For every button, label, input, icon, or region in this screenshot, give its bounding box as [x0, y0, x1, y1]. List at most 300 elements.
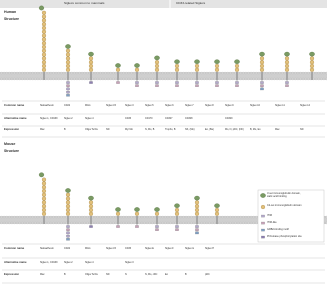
- mouse-lipid-head: [37, 222, 39, 224]
- mouse-lipid-head: [206, 216, 208, 218]
- human-lipid-head: [123, 72, 125, 74]
- human-siglec-10-vset-domain: [259, 52, 264, 56]
- human-siglec-10-itim-like-motif: [260, 85, 263, 87]
- human-lipid-head: [13, 72, 15, 74]
- mouse-lipid-head: [253, 216, 255, 218]
- human-lipid-head: [312, 78, 314, 80]
- mouse-expr-3: ND: [106, 273, 110, 276]
- mouse-lipid-head: [242, 222, 244, 224]
- human-siglec-10-transmembrane: [261, 72, 262, 80]
- mouse-common-4: CD33: [125, 247, 132, 250]
- human-siglec-14-transmembrane: [311, 72, 312, 80]
- human-lipid-head: [50, 72, 52, 74]
- human-lipid-head: [203, 72, 205, 74]
- human-lipid-head: [154, 72, 156, 74]
- mouse-lipid-head: [91, 216, 93, 218]
- human-siglec-10-c2set-domain: [260, 60, 264, 64]
- human-lipid-head: [125, 78, 127, 80]
- mouse-lipid-head: [102, 216, 104, 218]
- mouse-lipid-head: [185, 222, 187, 224]
- legend-itim-like-icon: [261, 222, 264, 224]
- mouse-lipid-head: [128, 222, 130, 224]
- mouse-lipid-head: [26, 222, 28, 224]
- mouse-lipid-head: [112, 216, 114, 218]
- mouse-lipid-head: [125, 222, 127, 224]
- mouse-lipid-head: [133, 222, 135, 224]
- mouse-lipid-head: [8, 222, 10, 224]
- human-lipid-head: [16, 78, 18, 80]
- mouse-lipid-head: [229, 216, 231, 218]
- human-lipid-head: [99, 72, 101, 74]
- mouse-common-6: Siglec-F: [165, 247, 174, 250]
- mouse-lipid-head: [0, 222, 2, 224]
- human-lipid-head: [130, 78, 132, 80]
- mouse-lipid-head: [180, 222, 182, 224]
- mouse-lipid-head: [71, 222, 73, 224]
- mouse-lipid-head: [120, 216, 122, 218]
- mouse-lipid-head: [39, 216, 41, 218]
- mouse-lipid-head: [221, 216, 223, 218]
- human-sialoadhesin-c2set-domain: [42, 34, 46, 38]
- mouse-lipid-head: [8, 216, 10, 218]
- human-siglec-8-vset-domain: [214, 60, 219, 64]
- mouse-siglec-g-vset-domain: [194, 196, 199, 200]
- human-lipid-head: [143, 78, 145, 80]
- mouse-sialoadhesin-c2set-domain: [42, 193, 46, 197]
- mouse-lipid-head: [47, 216, 49, 218]
- mouse-sialoadhesin-c2set-domain: [42, 204, 46, 208]
- human-siglec-7-c2set-domain: [195, 64, 199, 68]
- human-lipid-head: [198, 72, 200, 74]
- human-cd22-c2set-domain: [66, 68, 70, 72]
- human-lipid-head: [307, 72, 309, 74]
- human-lipid-head: [50, 78, 52, 80]
- human-lipid-head: [146, 78, 148, 80]
- mouse-lipid-head: [73, 216, 75, 218]
- human-lipid-head: [273, 78, 275, 80]
- human-sialoadhesin-c2set-domain: [42, 15, 46, 19]
- human-lipid-head: [125, 72, 127, 74]
- human-lipid-head: [143, 72, 145, 74]
- human-sialoadhesin-c2set-domain: [42, 57, 46, 61]
- mouse-sialoadhesin-c2set-domain: [42, 182, 46, 186]
- human-lipid-head: [21, 78, 23, 80]
- human-lipid-head: [214, 78, 216, 80]
- human-lipid-head: [232, 78, 234, 80]
- mouse-lipid-head: [99, 216, 101, 218]
- mouse-lipid-head: [60, 216, 62, 218]
- mouse-lipid-head: [37, 216, 39, 218]
- mouse-lipid-head: [73, 222, 75, 224]
- mouse-lipid-head: [224, 216, 226, 218]
- human-lipid-head: [63, 72, 65, 74]
- mouse-lipid-head: [47, 222, 49, 224]
- human-lipid-head: [305, 78, 307, 80]
- header-bar: [0, 0, 327, 8]
- mouse-cd22-c2set-domain: [66, 208, 70, 212]
- human-lipid-head: [273, 72, 275, 74]
- mouse-cd22-transmembrane: [67, 216, 68, 224]
- human-lipid-head: [193, 72, 195, 74]
- human-expression-label: Expression: [4, 127, 20, 131]
- human-lipid-head: [253, 78, 255, 80]
- human-sialoadhesin-c2set-domain: [42, 60, 46, 64]
- human-lipid-head: [234, 78, 236, 80]
- mouse-lipid-head: [149, 216, 151, 218]
- human-lipid-head: [268, 78, 270, 80]
- mouse-lipid-head: [78, 222, 80, 224]
- mouse-siglec-g-c2set-domain: [195, 201, 199, 205]
- mouse-lipid-head: [55, 216, 57, 218]
- mouse-siglec-f-vset-domain: [174, 204, 179, 208]
- human-alt-9: CD329: [225, 117, 233, 120]
- human-common-12: Siglec-14: [300, 104, 310, 107]
- human-siglec-14-c2set-domain: [310, 64, 314, 68]
- human-lipid-head: [214, 72, 216, 74]
- human-alt-7: CD328: [185, 117, 193, 120]
- mouse-lipid-head: [172, 216, 174, 218]
- human-sialoadhesin-c2set-domain: [42, 38, 46, 42]
- mouse-alt-0: Siglec-1, CD169: [40, 261, 58, 264]
- mouse-expr-0: Mac: [40, 273, 45, 276]
- mouse-alt-name-label: Alternative name: [4, 260, 27, 264]
- human-siglec-6-c2set-domain: [175, 64, 179, 68]
- mouse-structure-label: Structure: [4, 149, 20, 153]
- human-cd22-itim-motif: [66, 82, 69, 84]
- human-alt-4: CD33: [125, 117, 132, 120]
- mouse-lipid-head: [247, 216, 249, 218]
- human-lipid-head: [32, 72, 34, 74]
- mouse-siglec-f-itim-like-motif: [175, 229, 178, 231]
- human-siglec-14-vset-domain: [309, 52, 314, 56]
- human-siglec-11-c2set-domain: [285, 64, 289, 68]
- human-common-2: MAG: [85, 104, 91, 107]
- human-lipid-head: [138, 72, 140, 74]
- human-lipid-head: [284, 78, 286, 80]
- mouse-lipid-head: [123, 216, 125, 218]
- human-lipid-head: [253, 72, 255, 74]
- human-lipid-head: [162, 72, 164, 74]
- mouse-lipid-head: [84, 222, 86, 224]
- human-lipid-head: [242, 72, 244, 74]
- human-lipid-head: [297, 72, 299, 74]
- mouse-lipid-head: [167, 216, 169, 218]
- mouse-lipid-head: [120, 222, 122, 224]
- human-lipid-head: [8, 72, 10, 74]
- human-lipid-head: [302, 78, 304, 80]
- mouse-siglec-g-c2set-domain: [195, 204, 199, 208]
- mouse-lipid-head: [151, 222, 153, 224]
- human-expr-4: My/ Mo: [125, 128, 133, 131]
- human-lipid-head: [190, 72, 192, 74]
- mouse-lipid-head: [159, 222, 161, 224]
- human-lipid-head: [65, 78, 67, 80]
- human-lipid-head: [198, 78, 200, 80]
- mouse-lipid-head: [208, 222, 210, 224]
- human-siglec-10-c2set-domain: [260, 57, 264, 61]
- human-lipid-head: [159, 72, 161, 74]
- human-siglec-9-c2set-domain: [235, 64, 239, 68]
- human-expr-8: Eo, (Ba): [205, 128, 214, 131]
- human-lipid-head: [203, 78, 205, 80]
- mouse-lipid-head: [203, 222, 205, 224]
- human-sialoadhesin-vset-domain: [39, 6, 44, 10]
- human-cd22-vset-domain: [65, 44, 70, 48]
- human-lipid-head: [188, 78, 190, 80]
- human-lipid-head: [107, 78, 109, 80]
- human-alt-2: Siglec-4: [85, 117, 94, 120]
- human-lipid-head: [229, 72, 231, 74]
- human-lipid-head: [47, 78, 49, 80]
- mouse-cd22-itim-motif: [66, 226, 69, 228]
- human-lipid-head: [266, 72, 268, 74]
- human-lipid-head: [263, 72, 265, 74]
- mouse-lipid-head: [193, 222, 195, 224]
- human-lipid-head: [154, 78, 156, 80]
- legend-c2set-icon: [261, 205, 265, 209]
- human-lipid-head: [123, 78, 125, 80]
- human-section-title: Human: [4, 10, 17, 14]
- human-lipid-head: [71, 78, 73, 80]
- human-lipid-head: [84, 72, 86, 74]
- human-lipid-head: [271, 78, 273, 80]
- mouse-lipid-head: [240, 216, 242, 218]
- mouse-lipid-head: [19, 216, 21, 218]
- human-lipid-head: [151, 72, 153, 74]
- human-lipid-head: [86, 72, 88, 74]
- mouse-siglec-e-itim-like-motif: [155, 229, 158, 231]
- mouse-lipid-head: [154, 216, 156, 218]
- human-lipid-head: [104, 78, 106, 80]
- mouse-alt-1: Siglec-2: [64, 261, 73, 264]
- human-lipid-head: [242, 78, 244, 80]
- human-siglec-5-itim-like-motif: [155, 85, 158, 87]
- human-cd22-c2set-domain: [66, 64, 70, 68]
- mouse-lipid-head: [214, 222, 216, 224]
- mouse-sialoadhesin-transmembrane: [43, 216, 44, 224]
- human-lipid-head: [3, 72, 5, 74]
- human-lipid-head: [58, 78, 60, 80]
- human-lipid-head: [182, 78, 184, 80]
- mouse-lipid-head: [16, 216, 18, 218]
- mouse-lipid-head: [58, 216, 60, 218]
- mouse-lipid-head: [188, 222, 190, 224]
- mouse-lipid-head: [250, 222, 252, 224]
- human-lipid-head: [76, 72, 78, 74]
- human-cd22-c2set-domain: [66, 57, 70, 61]
- human-siglec-11-transmembrane: [286, 72, 287, 80]
- human-siglec-6-vset-domain: [174, 60, 179, 64]
- human-siglec-3-vset-domain: [134, 63, 139, 67]
- mouse-lipid-head: [32, 222, 34, 224]
- mouse-cd22-c2set-domain: [66, 193, 70, 197]
- mouse-siglec-f-c2set-domain: [175, 208, 179, 212]
- human-lipid-head: [279, 78, 281, 80]
- human-lipid-head: [0, 78, 2, 80]
- mouse-lipid-head: [143, 222, 145, 224]
- human-common-3: Siglec-15: [106, 104, 116, 107]
- human-common-1: CD22: [64, 104, 71, 107]
- mouse-lipid-head: [50, 216, 52, 218]
- human-siglec-3-itim-motif: [135, 82, 138, 84]
- mouse-lipid-head: [245, 216, 247, 218]
- legend-c2set-text: C2-set immunoglobulin domain: [267, 204, 302, 207]
- human-lipid-head: [211, 72, 213, 74]
- human-siglec-11-vset-domain: [284, 52, 289, 56]
- human-siglec-14-c2set-domain: [310, 57, 314, 61]
- human-lipid-head: [29, 72, 31, 74]
- mouse-cd22-grb2-motif: [66, 238, 69, 240]
- mouse-lipid-head: [128, 216, 130, 218]
- human-structure-label: Structure: [4, 17, 20, 21]
- mouse-lipid-head: [214, 216, 216, 218]
- mouse-lipid-head: [182, 216, 184, 218]
- human-expr-0: Mac: [40, 128, 45, 131]
- human-lipid-head: [276, 72, 278, 74]
- mouse-lipid-head: [227, 216, 229, 218]
- human-mag-vset-domain: [88, 52, 93, 56]
- human-lipid-head: [227, 78, 229, 80]
- human-siglec-7-transmembrane: [196, 72, 197, 80]
- human-siglec-3-c2set-domain: [135, 68, 139, 72]
- mouse-siglec-f-itim-motif: [175, 226, 178, 228]
- human-lipid-head: [201, 78, 203, 80]
- mouse-lipid-head: [21, 216, 23, 218]
- mouse-siglec-h-c2set-domain: [215, 212, 219, 216]
- human-cd22-c2set-domain: [66, 60, 70, 64]
- human-mag-c2set-domain: [89, 60, 93, 64]
- mouse-lipid-head: [123, 222, 125, 224]
- legend-itim-text: ITIM: [267, 214, 272, 217]
- human-cd22-c2set-domain: [66, 49, 70, 53]
- human-siglec-11-itim-like-motif: [285, 85, 288, 87]
- human-siglec-9-itim-like-motif: [235, 85, 238, 87]
- human-lipid-head: [34, 72, 36, 74]
- mouse-common-1: CD22: [64, 247, 71, 250]
- human-mag-c2set-domain: [89, 57, 93, 61]
- human-lipid-head: [11, 72, 13, 74]
- mouse-lipid-head: [133, 216, 135, 218]
- mouse-lipid-head: [143, 216, 145, 218]
- human-lipid-head: [52, 72, 54, 74]
- mouse-lipid-head: [138, 216, 140, 218]
- mouse-lipid-head: [97, 216, 99, 218]
- mouse-lipid-head: [190, 216, 192, 218]
- mouse-siglec-e-vset-domain: [154, 207, 159, 211]
- mouse-common-7: Siglec-G: [185, 247, 195, 250]
- mouse-expr-4: N: [125, 273, 127, 276]
- human-lipid-head: [302, 72, 304, 74]
- human-lipid-head: [206, 72, 208, 74]
- mouse-lipid-head: [32, 216, 34, 218]
- human-lipid-head: [24, 78, 26, 80]
- human-lipid-head: [19, 78, 21, 80]
- mouse-siglec-f-c2set-domain: [175, 212, 179, 216]
- human-lipid-head: [320, 78, 322, 80]
- human-lipid-head: [91, 78, 93, 80]
- human-lipid-head: [271, 72, 273, 74]
- human-lipid-head: [13, 78, 15, 80]
- mouse-lipid-head: [34, 216, 36, 218]
- mouse-cd22-c2set-domain: [66, 197, 70, 201]
- human-lipid-head: [37, 72, 39, 74]
- human-sialoadhesin-c2set-domain: [42, 19, 46, 23]
- mouse-lipid-head: [86, 222, 88, 224]
- human-lipid-head: [91, 72, 93, 74]
- human-lipid-head: [151, 78, 153, 80]
- mouse-lipid-head: [24, 222, 26, 224]
- mouse-lipid-head: [169, 216, 171, 218]
- legend-itim-icon: [261, 215, 264, 217]
- mouse-alt-2: Siglec-4: [85, 261, 94, 264]
- mouse-lipid-head: [255, 222, 257, 224]
- human-alt-name-label: Alternative name: [4, 116, 27, 120]
- mouse-sialoadhesin-c2set-domain: [42, 212, 46, 216]
- legend-itim-like-text: ITIM-like: [267, 221, 277, 224]
- mouse-siglec-h-c2set-domain: [215, 208, 219, 212]
- mouse-lipid-head: [164, 222, 166, 224]
- human-lipid-head: [60, 78, 62, 80]
- mouse-lipid-head: [250, 216, 252, 218]
- human-lipid-head: [182, 72, 184, 74]
- header-cd33-label: CD33-related Siglecs: [176, 1, 206, 5]
- human-lipid-head: [221, 72, 223, 74]
- mouse-lipid-head: [229, 222, 231, 224]
- human-lipid-head: [266, 78, 268, 80]
- header-common-label: Siglecs common to mammals: [64, 1, 105, 5]
- human-lipid-head: [169, 72, 171, 74]
- mouse-siglec-e-transmembrane: [156, 216, 157, 224]
- human-sialoadhesin-c2set-domain: [42, 68, 46, 72]
- human-lipid-head: [45, 78, 47, 80]
- mouse-mag-vset-domain: [88, 196, 93, 200]
- mouse-lipid-head: [190, 222, 192, 224]
- legend-grb2-icon: [261, 229, 264, 231]
- human-lipid-head: [146, 72, 148, 74]
- human-lipid-head: [289, 72, 291, 74]
- mouse-siglec-g-itim-like-motif: [195, 229, 198, 231]
- human-lipid-head: [227, 72, 229, 74]
- mouse-lipid-head: [242, 216, 244, 218]
- legend-pi3k-icon: [261, 236, 264, 238]
- human-lipid-head: [81, 78, 83, 80]
- mouse-sialoadhesin-vset-domain: [39, 173, 44, 177]
- human-lipid-head: [320, 72, 322, 74]
- human-lipid-head: [299, 72, 301, 74]
- human-lipid-head: [133, 72, 135, 74]
- mouse-lipid-head: [110, 222, 112, 224]
- human-lipid-head: [323, 78, 325, 80]
- mouse-siglec-15-vset-domain: [115, 207, 120, 211]
- human-siglec-5-c2set-domain: [155, 68, 159, 72]
- mouse-common-name-label: Common name: [4, 246, 25, 250]
- mouse-lipid-head: [141, 222, 143, 224]
- human-lipid-head: [138, 78, 140, 80]
- human-siglec-6-itim-motif: [175, 82, 178, 84]
- human-lipid-head: [26, 72, 28, 74]
- human-lipid-head: [73, 72, 75, 74]
- human-lipid-head: [84, 78, 86, 80]
- mouse-siglec-g-itim-motif: [195, 226, 198, 228]
- human-lipid-head: [133, 78, 135, 80]
- mouse-lipid-head: [234, 216, 236, 218]
- legend-vset-text: V-set immunoglobulin domain, sialic acid binding: [267, 192, 301, 198]
- human-lipid-head: [250, 72, 252, 74]
- human-lipid-head: [221, 78, 223, 80]
- human-lipid-head: [76, 78, 78, 80]
- human-sialoadhesin-c2set-domain: [42, 22, 46, 26]
- human-lipid-head: [94, 78, 96, 80]
